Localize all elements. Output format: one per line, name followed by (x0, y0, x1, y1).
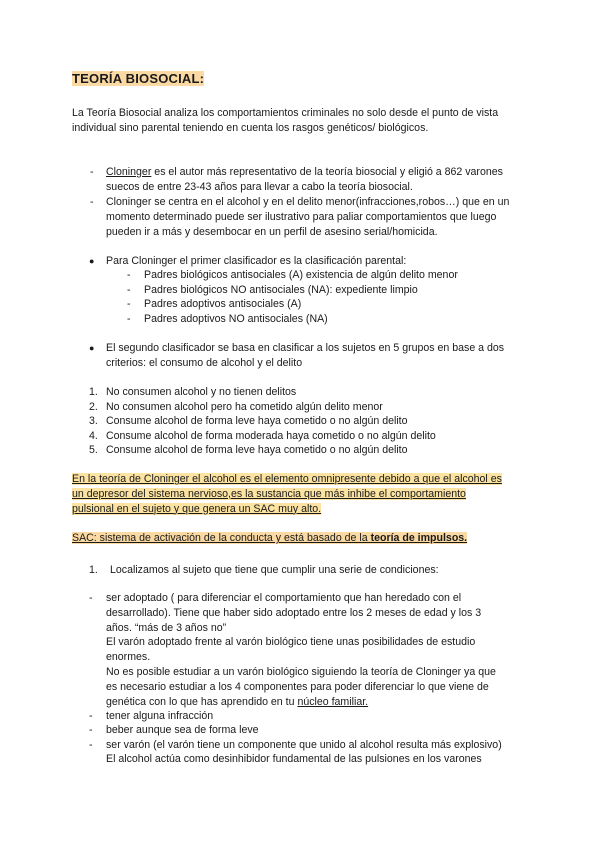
closing-line: El alcohol actúa como desinhibidor fundamental de las pulsiones en los varones (106, 753, 482, 765)
intro-paragraph: La Teoría Biosocial analiza los comportamientos criminales no solo desde el punto de vista individual sino parental teniendo en cuenta los rasgos genéticos/ biológicos. (72, 107, 499, 134)
nucleo-familiar-underlined: núcleo familiar. (297, 695, 369, 708)
sac-definition: SAC: sistema de activación de la conducta y está basado de la teoría de impulsos. (72, 532, 468, 544)
document-page: TEORÍA BIOSOCIAL: La Teoría Biosocial analiza los comportamientos criminales no solo desde el punto de vista individual sino parental teniendo en cuenta los rasgos genéticos/ biológicos. - Cloninger es el autor más representativo de la teoría biosocial y eligió a 862 varones suecos de entre 23-43 años para llevar a cabo la teoría biosocial. - Cloninger se centra en el alcohol y en el delito menor(infracciones,robos…) que en un momento determinado puede ser ilustrativo para paliar comportamientos que luego pueden ir a más y desembocar en un perfil de asesino serial/homicida. ● Para Cloninger el primer clasificador es la clasificación parental: - Padres biológicos antisociales (A) existencia de algún delito menor - Padres biológicos NO antisociales (NA): expediente limpio - Padres adoptivos antisociales (A) - Padres adoptivos NO antisociales (NA) ● El segundo clasificador se basa en clasificar a los sujetos en 5 grupos en base a dos criterios: el consumo de alcohol y el delito 1. No consumen alcohol y no tienen delitos 2. No consumen alcohol pero ha cometido algún delito menor 3. Consume alcohol de forma leve haya cometido o no algún delito 4. Consume alcohol de forma moderada haya cometido o no algún delito 5. Consume alcohol de forma leve haya cometido o no algún delito En la teoría de Cloninger el alcohol es el elemento omnipresente debido a que el alcohol es un depresor del sistema nervioso,es la sustancia que más inhibe el comportamiento pulsional en el sujeto y que genera un SAC muy alto. SAC: sistema de activación de la conducta y está basado de la teoría de impulsos. 1. Localizamos al sujeto que tiene que cumplir una serie de condiciones: - ser adoptado ( para diferenciar el comportamiento que han heredado con el desarrollado). Tiene que haber sido adoptado entre los 2 meses de edad y los 3 años. “más de 3 años no” El varón adoptado frente al varón biológico tiene unas posibilidades de estudio enormes. No es posible estudiar a un varón biológico siguiendo la teoría de Cloninger ya que es necesario estudiar a los 4 componentes para poder diferenciar lo que viene de genética con lo que has aprendido en tu núcleo familiar. - tener alguna infracción - beber aunque sea de forma leve - ser varón (el varón tiene un componente que unido al alcohol resulta más explosivo) El alcohol actúa como desinhibidor fundamental de las pulsiones en los varones (0, 0, 600, 848)
cloninger-name: Cloninger (106, 166, 152, 178)
page-title: TEORÍA BIOSOCIAL: (72, 71, 205, 86)
highlighted-paragraph: En la teoría de Cloninger el alcohol es el elemento omnipresente debido a que el alcohol es un depresor del sistema nervioso,es la sustancia que más inhibe el comportamiento pulsional en el sujeto y que genera un SAC muy alto. (72, 473, 502, 515)
